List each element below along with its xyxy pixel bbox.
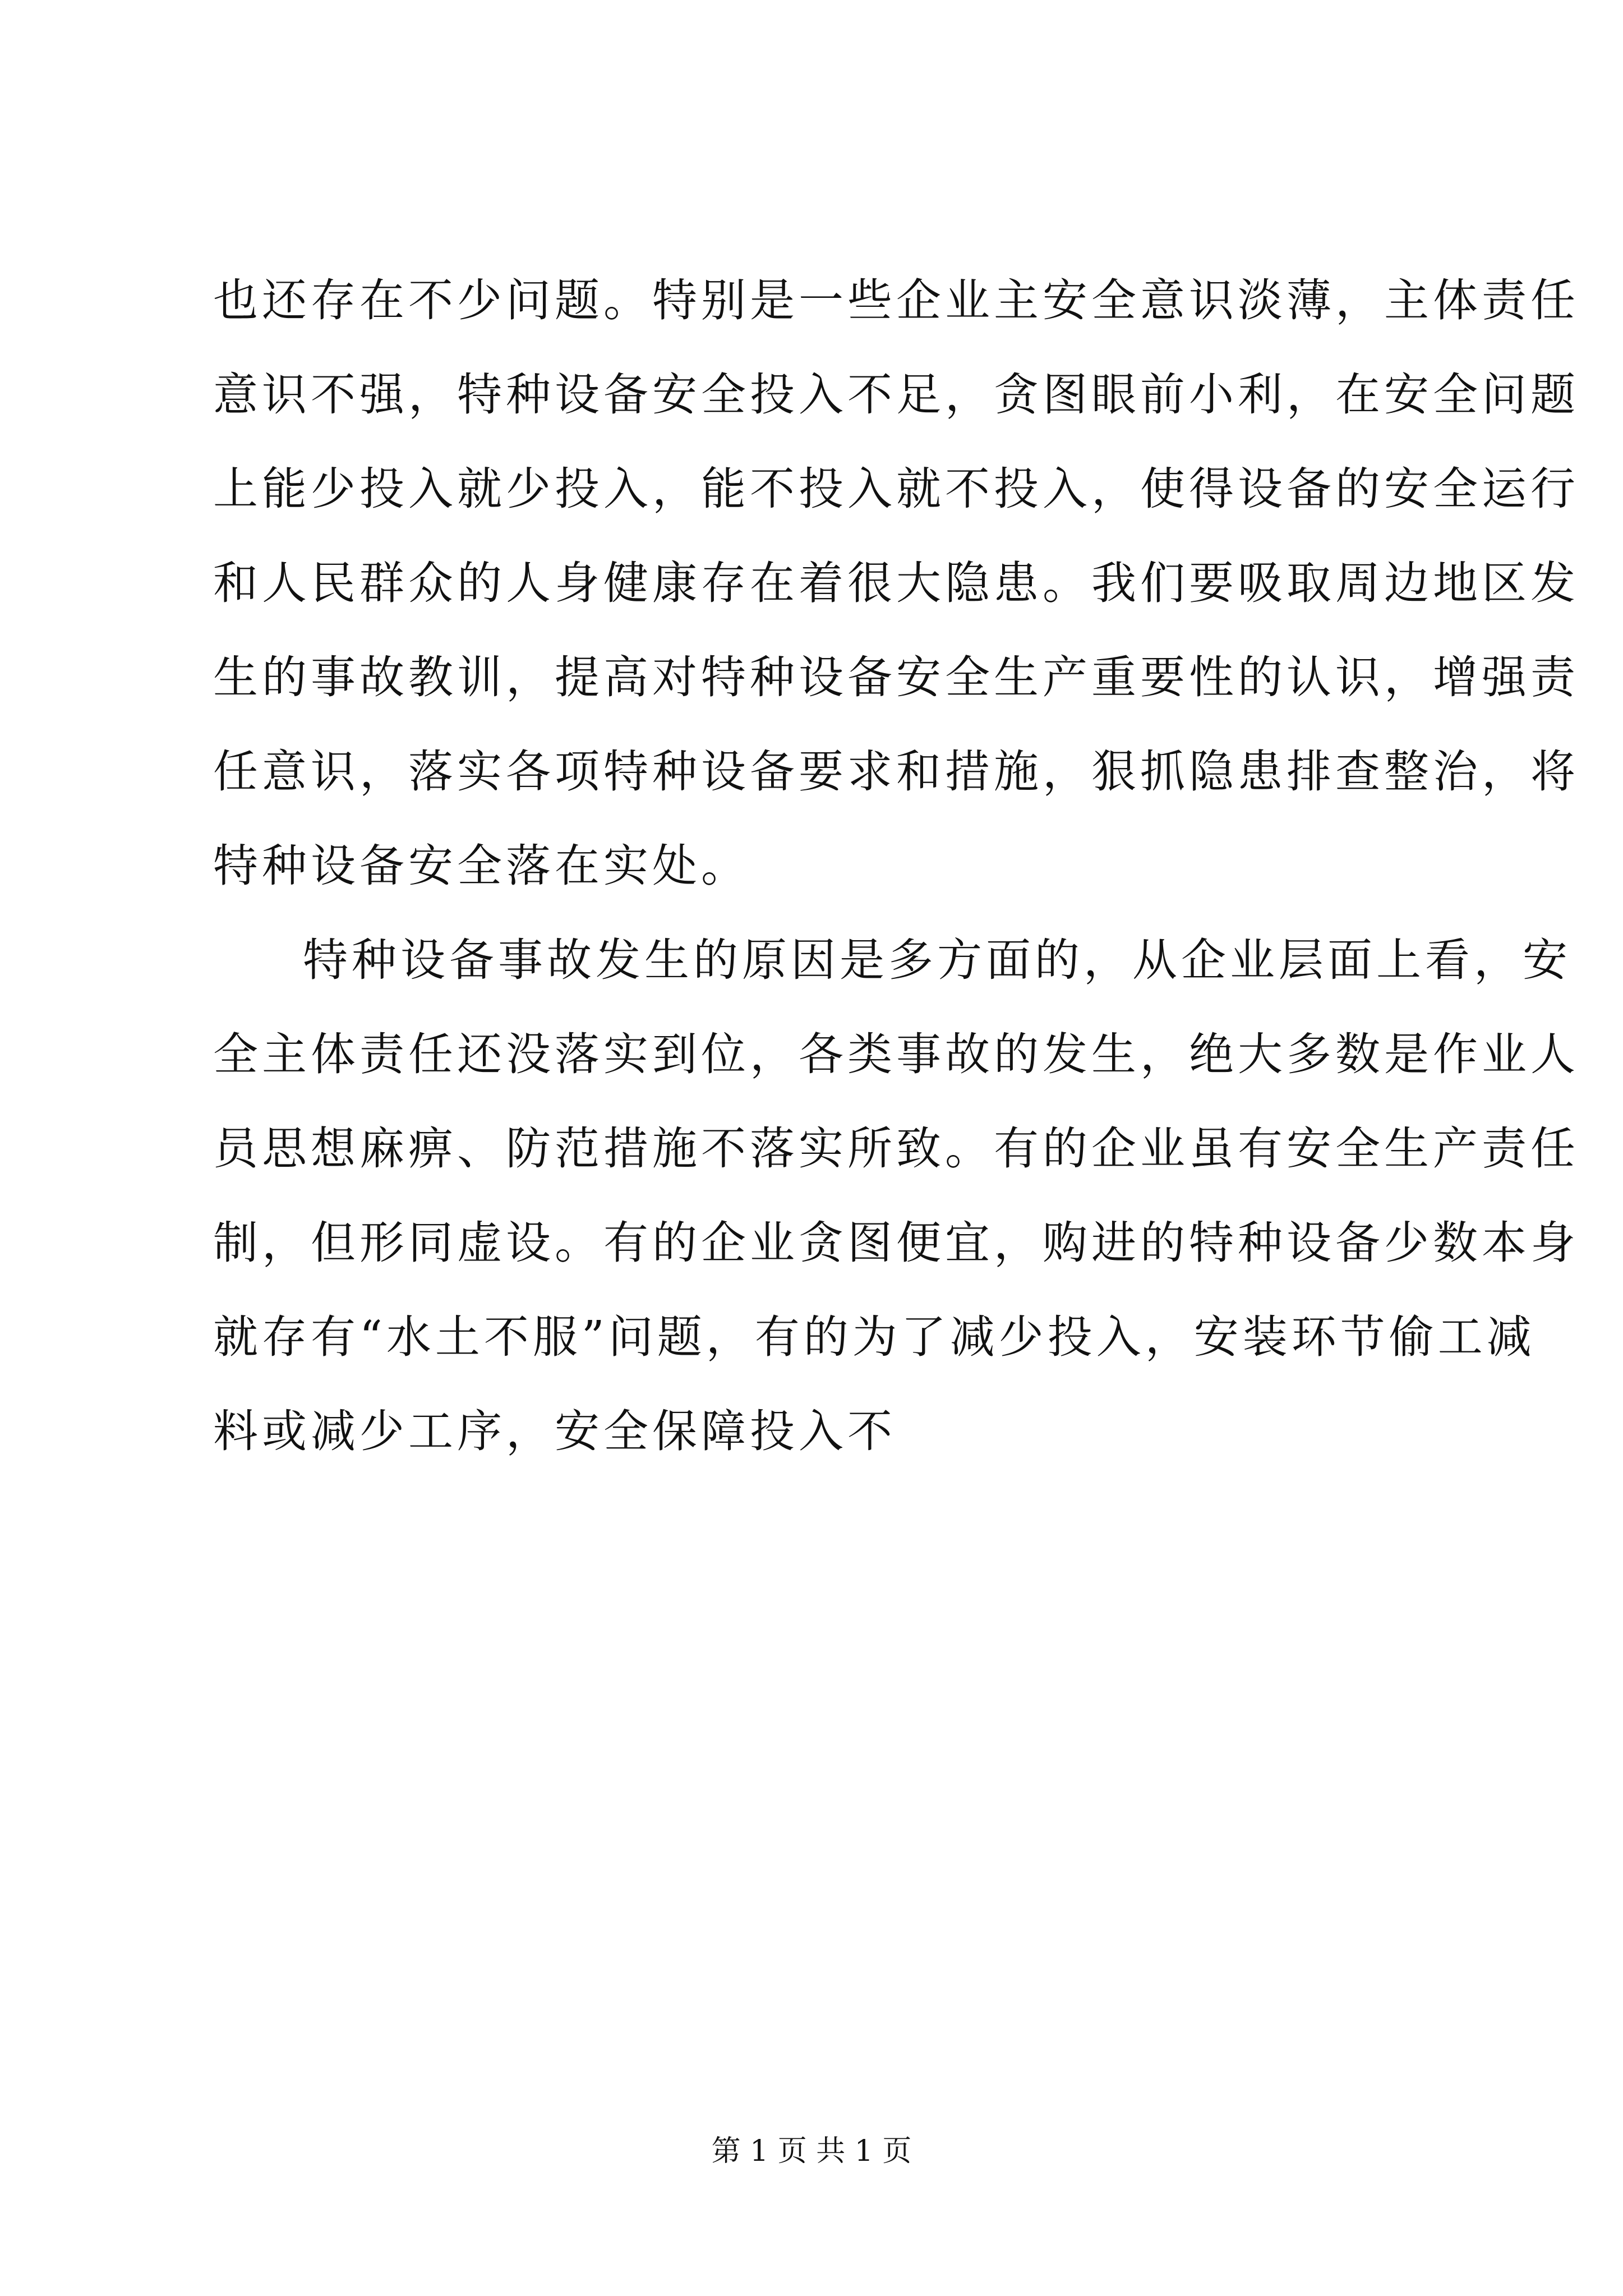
text-line: 全主体责任还没落实到位，各类事故的发生，绝大多数是作业人 (213, 1028, 1579, 1080)
text-line: 制，但形同虚设。有的企业贪图便宜，购进的特种设备少数本身 (213, 1217, 1579, 1269)
text-line: 员思想麻痹、防范措施不落实所致。有的企业虽有安全生产责任 (213, 1122, 1579, 1175)
text-line: 特种设备安全落在实处。 (213, 840, 750, 892)
text-line: 任意识，落实各项特种设备要求和措施，狠抓隐患排查整治，将 (213, 746, 1579, 798)
text-line: 上能少投入就少投入，能不投入就不投入，使得设备的安全运行 (213, 463, 1579, 515)
page-footer: 第 1 页 共 1 页 (711, 2134, 912, 2168)
text-line: 意识不强，特种设备安全投入不足，贪图眼前小利，在安全问题 (213, 369, 1579, 421)
paragraph-1 (213, 254, 1579, 913)
text-line: 特种设备事故发生的原因是多方面的，从企业层面上看，安 (303, 934, 1571, 986)
text-line: 就存有“水土不服”问题，有的为了减少投入，安装环节偷工减 (213, 1311, 1536, 1363)
text-line: 和人民群众的人身健康存在着很大隐患。我们要吸取周边地区发 (213, 557, 1579, 609)
text-line: 料或减少工序，安全保障投入不 (213, 1405, 896, 1457)
text-line: 也还存在不少问题。特别是一些企业主安全意识淡薄，主体责任 (213, 274, 1579, 326)
paragraph-2 (213, 913, 1579, 1479)
document-body (213, 254, 1579, 1479)
text-line: 生的事故教训，提高对特种设备安全生产重要性的认识，增强责 (213, 651, 1579, 703)
